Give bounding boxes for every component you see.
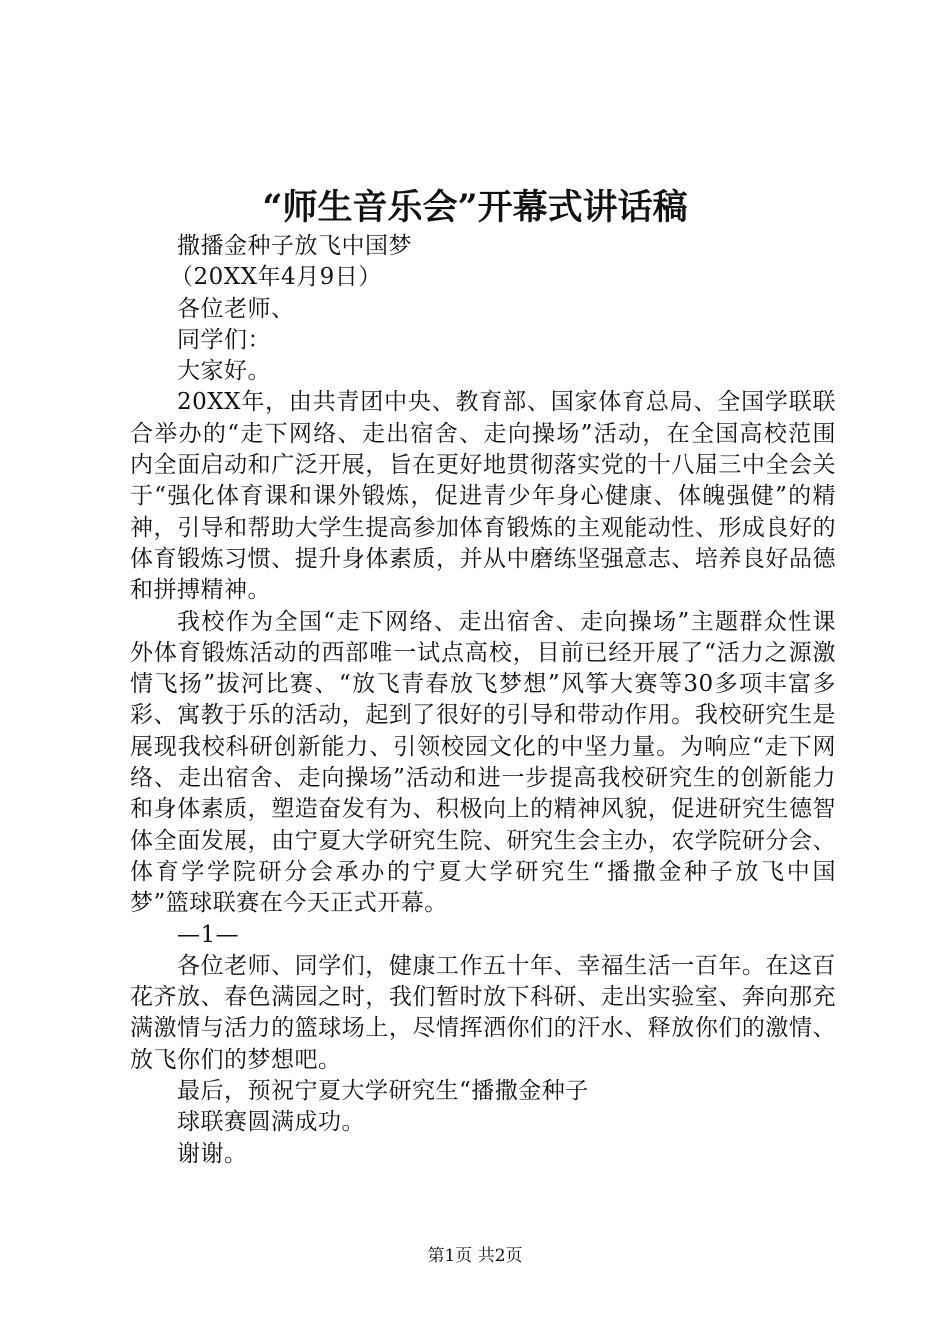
paragraph-3: 各位老师、同学们，健康工作五十年、幸福生活一百年。在这百花齐放、春色满园之时，我们暂时放下科研、走出实验室、奔向那充满激情与活力的篮球场上，尽情挥洒你们的汗水、释放你们的激情、放飞你们的梦想吧。 — [130, 952, 836, 1073]
salutation-teachers: 各位老师、 — [177, 295, 295, 322]
paragraph-2: 我校作为全国“走下网络、走出宿舍、走向操场”主题群众性课外体育锻炼活动的西部唯一试点高校，目前已经开展了“活力之源激情飞扬”拔河比赛、“放飞青春放飞梦想”风筝大赛等30多项丰富多彩、寓教于乐的活动，起到了很好的引导和带动作用。我校研究生是展现我校科研创新能力、引领校园文化的中坚力量。为响应“走下网络、走出宿舍、走向操场”活动和进一步提高我校研究生的创新能力和身体素质，塑造奋发有为、积极向上的精神风貌，促进研究生德智体全面发展，由宁夏大学研究生院、研究生会主办，农学院研分会、体育学学院研分会承办的宁夏大学研究生“播撒金种子放飞中国梦”篮球联赛在今天正式开幕。 — [130, 608, 836, 917]
page-footer: 第1页 共2页 — [427, 1246, 523, 1266]
date-line: （20XX年4月9日） — [170, 264, 382, 291]
salutation-students: 同学们： — [177, 326, 271, 353]
thanks-line: 谢谢。 — [177, 1140, 248, 1167]
subtitle: 撒播金种子放飞中国梦 — [177, 233, 412, 259]
closing-line-2: 球联赛圆满成功。 — [177, 1109, 365, 1136]
closing-line-1: 最后，预祝宁夏大学研究生“播撒金种子 — [177, 1078, 589, 1105]
page-marker: —1— — [177, 921, 240, 948]
document-body — [130, 231, 836, 1170]
greeting: 大家好。 — [177, 358, 271, 385]
paragraph-1: 20XX年，由共青团中央、教育部、国家体育总局、全国学联联合举办的“走下网络、走出宿舍、走向操场”活动，在全国高校范围内全面启动和广泛开展，旨在更好地贯彻落实党的十八届三中全会关于“强化体育课和课外锻炼，促进青少年身心健康、体魄强健”的精神，引导和帮助大学生提高参加体育锻炼的主观能动性、形成良好的体育锻炼习惯、提升身体素质，并从中磨练坚强意志、培养良好品德和拼搏精神。 — [130, 389, 836, 604]
document-title: “师生音乐会”开幕式讲话稿 — [262, 187, 688, 228]
